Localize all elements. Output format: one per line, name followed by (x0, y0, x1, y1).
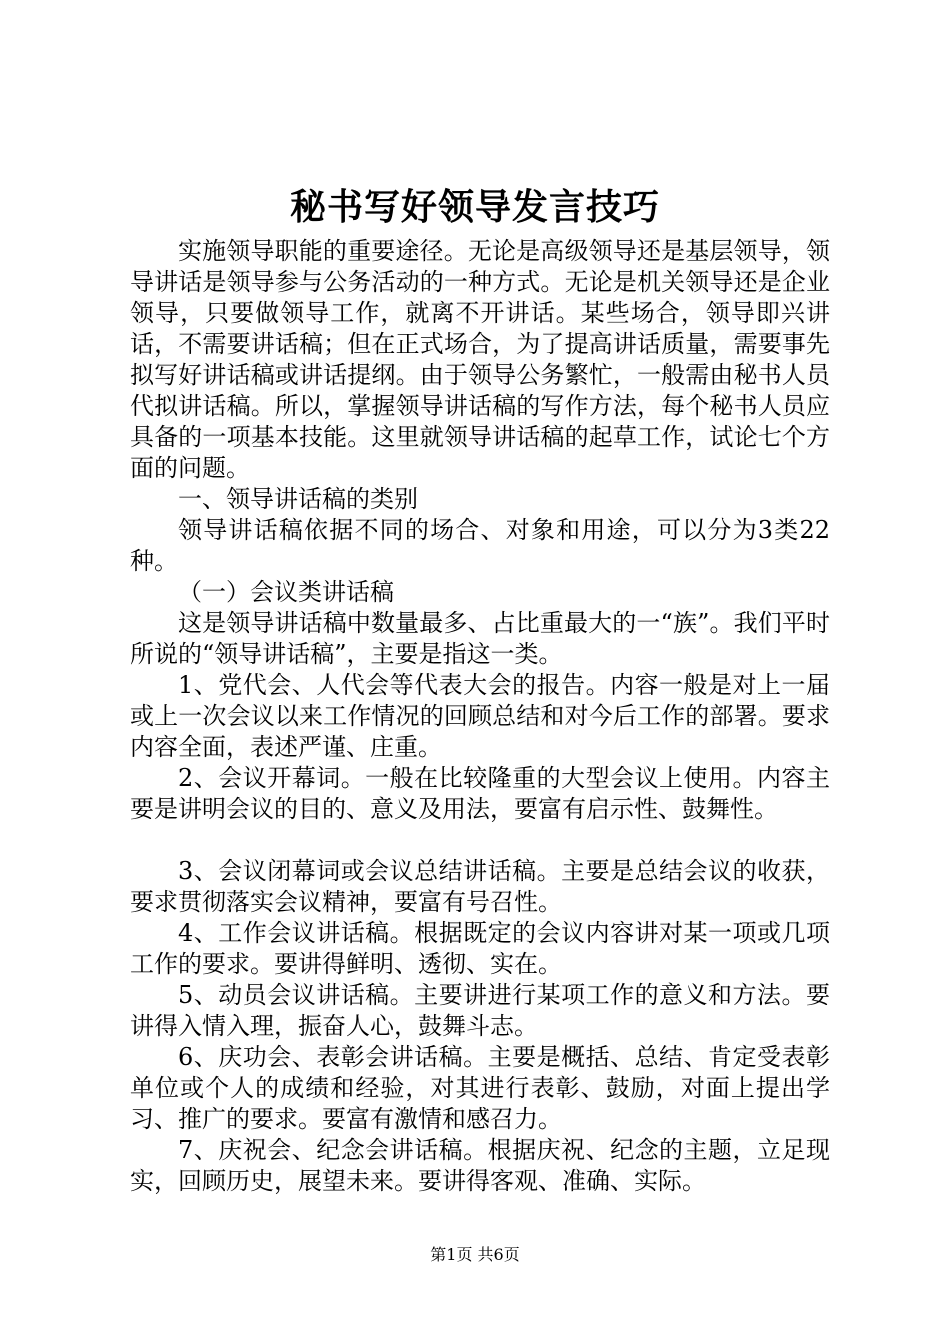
paragraph-meeting-intro: 这是领导讲话稿中数量最多、占比重最大的一“族”。我们平时所说的“领导讲话稿”，主要是指这一类。 (130, 609, 830, 668)
page-number-footer: 第1页 共6页 (430, 1245, 520, 1264)
paragraph-categories-summary: 领导讲话稿依据不同的场合、对象和用途，可以分为3类22种。 (130, 516, 830, 575)
subsection-heading-meeting: （一）会议类讲话稿 (178, 578, 394, 606)
paragraph-intro: 实施领导职能的重要途径。无论是高级领导还是基层领导，领导讲话是领导参与公务活动的一种方式。无论是机关领导还是企业领导，只要做领导工作，就离不开讲话。某些场合，领导即兴讲话，不需要讲话稿；但在正式场合，为了提高讲话质量，需要事先拟写好讲话稿或讲话提纲。由于领导公务繁忙，一般需由秘书人员代拟讲话稿。所以，掌握领导讲话稿的写作方法，每个秘书人员应具备的一项基本技能。这里就领导讲话稿的起草工作，试论七个方面的问题。 (130, 237, 830, 482)
document-body (130, 236, 830, 1197)
list-item-3: 3、会议闭幕词或会议总结讲话稿。主要是总结会议的收获，要求贯彻落实会议精神，要富有号召性。 (130, 857, 830, 916)
document-title: 秘书写好领导发言技巧 (289, 186, 660, 228)
list-item-1: 1、党代会、人代会等代表大会的报告。内容一般是对上一届或上一次会议以来工作情况的回顾总结和对今后工作的部署。要求内容全面，表述严谨、庄重。 (130, 671, 830, 761)
section-heading-categories: 一、领导讲话稿的类别 (178, 485, 418, 513)
list-item-6: 6、庆功会、表彰会讲话稿。主要是概括、总结、肯定受表彰单位或个人的成绩和经验，对其进行表彰、鼓励，对面上提出学习、推广的要求。要富有激情和感召力。 (130, 1043, 830, 1133)
list-item-4: 4、工作会议讲话稿。根据既定的会议内容讲对某一项或几项工作的要求。要讲得鲜明、透彻、实在。 (130, 919, 830, 978)
list-item-5: 5、动员会议讲话稿。主要讲进行某项工作的意义和方法。要讲得入情入理，振奋人心，鼓舞斗志。 (130, 981, 830, 1040)
list-item-7: 7、庆祝会、纪念会讲话稿。根据庆祝、纪念的主题，立足现实，回顾历史，展望未来。要讲得客观、准确、实际。 (130, 1136, 830, 1195)
list-item-2: 2、会议开幕词。一般在比较隆重的大型会议上使用。内容主要是讲明会议的目的、意义及用法，要富有启示性、鼓舞性。 (130, 764, 830, 823)
